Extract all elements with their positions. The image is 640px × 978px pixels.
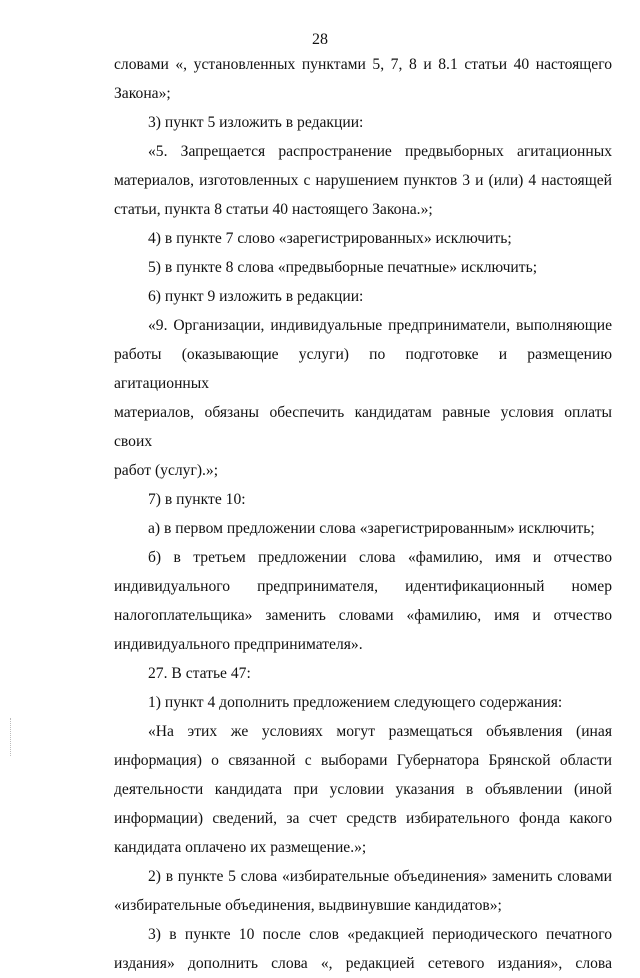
text-line: кандидата оплачено их размещение.»; bbox=[114, 839, 367, 856]
text-line: информация) о связанной с выборами Губернатора Брянской области bbox=[114, 752, 612, 769]
text-line: 2) в пункте 5 слова «избирательные объединения» заменить словами bbox=[148, 868, 612, 885]
document-body bbox=[114, 50, 612, 978]
text-line: 1) пункт 4 дополнить предложением следующего содержания: bbox=[148, 694, 563, 711]
text-line: словами «, установленных пунктами 5, 7, 8 и 8.1 статьи 40 настоящего bbox=[114, 56, 612, 73]
margin-mark bbox=[10, 718, 13, 756]
text-line: «На этих же условиях могут размещаться объявления (иная bbox=[148, 723, 612, 740]
text-line: налогоплательщика» заменить словами «фамилию, имя и отчество bbox=[114, 607, 612, 624]
text-line: работ (услуг).»; bbox=[114, 462, 219, 479]
text-line: 3) пункт 5 изложить в редакции: bbox=[148, 114, 364, 131]
text-line: 3) в пункте 10 после слов «редакцией периодического печатного bbox=[148, 926, 612, 943]
text-line: 4) в пункте 7 слово «зарегистрированных» исключить; bbox=[148, 230, 512, 247]
text-line: информации) сведений, за счет средств избирательного фонда какого bbox=[114, 810, 612, 827]
text-line: «9. Организации, индивидуальные предприниматели, выполняющие bbox=[148, 317, 612, 334]
text-line: «избирательные объединения, выдвинувшие кандидатов»; bbox=[114, 897, 502, 914]
text-line: работы (оказывающие услуги) по подготовке и размещению агитационных bbox=[114, 346, 612, 392]
text-line: 6) пункт 9 изложить в редакции: bbox=[148, 288, 364, 305]
text-line: деятельности кандидата при условии указания в объявлении (иной bbox=[114, 781, 612, 798]
text-line: материалов, обязаны обеспечить кандидатам равные условия оплаты своих bbox=[114, 404, 612, 450]
text-line: а) в первом предложении слова «зарегистрированным» исключить; bbox=[148, 520, 595, 537]
text-line: статьи, пункта 8 статьи 40 настоящего Закона.»; bbox=[114, 201, 433, 218]
text-line: индивидуального предпринимателя». bbox=[114, 636, 363, 653]
text-line: б) в третьем предложении слова «фамилию, имя и отчество bbox=[148, 549, 612, 566]
text-line: индивидуального предпринимателя, идентификационный номер bbox=[114, 578, 612, 595]
page-number: 28 bbox=[312, 31, 328, 48]
text-line: 27. В статье 47: bbox=[148, 665, 251, 682]
text-line: Закона»; bbox=[114, 85, 171, 102]
text-line: материалов, изготовленных с нарушением пунктов 3 и (или) 4 настоящей bbox=[114, 172, 612, 189]
text-line: «5. Запрещается распространение предвыборных агитационных bbox=[148, 143, 612, 160]
text-line: 5) в пункте 8 слова «предвыборные печатные» исключить; bbox=[148, 259, 538, 276]
text-line: издания» дополнить слова «, редакцией сетевого издания», слова bbox=[114, 955, 612, 972]
text-line: 7) в пункте 10: bbox=[148, 491, 246, 508]
